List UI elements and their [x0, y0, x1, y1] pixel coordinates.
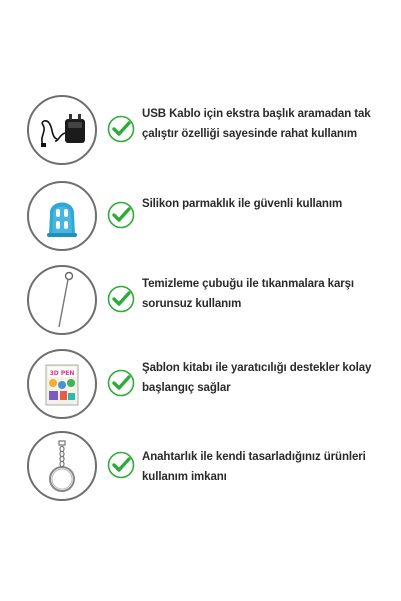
- feature-image-5: [27, 431, 97, 501]
- feature-image-2: [27, 181, 97, 251]
- feature-text-3: Temizleme çubuğu ile tıkanmalara karşı sorunsuz kullanım: [142, 278, 355, 310]
- feature-text-1: USB Kablo için ekstra başlık aramadan tak çalıştır özelliği sayesinde rahat kullanım: [142, 108, 371, 140]
- feature-row-5: [0, 431, 401, 511]
- feature-image-1: [27, 95, 97, 165]
- check-icon: [107, 369, 135, 397]
- power-adapter-icon: [29, 97, 95, 163]
- silicone-finger-guard-icon: [29, 183, 95, 249]
- feature-row-1: [0, 95, 401, 175]
- check-icon: [107, 115, 135, 143]
- feature-row-3: [0, 265, 401, 345]
- check-icon: [107, 201, 135, 229]
- feature-text-5: Anahtarlık ile kendi tasarladığınız ürünleri kullanım imkanı: [142, 451, 366, 483]
- check-icon: [107, 285, 135, 313]
- feature-row-2: [0, 181, 401, 261]
- feature-row-4: [0, 349, 401, 429]
- feature-image-3: [27, 265, 97, 335]
- feature-text-2: Silikon parmaklık ile güvenli kullanım: [142, 198, 343, 210]
- template-book-icon: [29, 351, 95, 417]
- feature-image-4: [27, 349, 97, 419]
- check-icon: [107, 451, 135, 479]
- cleaning-rod-icon: [29, 267, 95, 333]
- book-cover-title: 3D PEN: [49, 370, 75, 377]
- feature-text-4: Şablon kitabı ile yaratıcılığı destekler kolay başlangıç sağlar: [142, 362, 372, 394]
- keychain-icon: [29, 433, 95, 499]
